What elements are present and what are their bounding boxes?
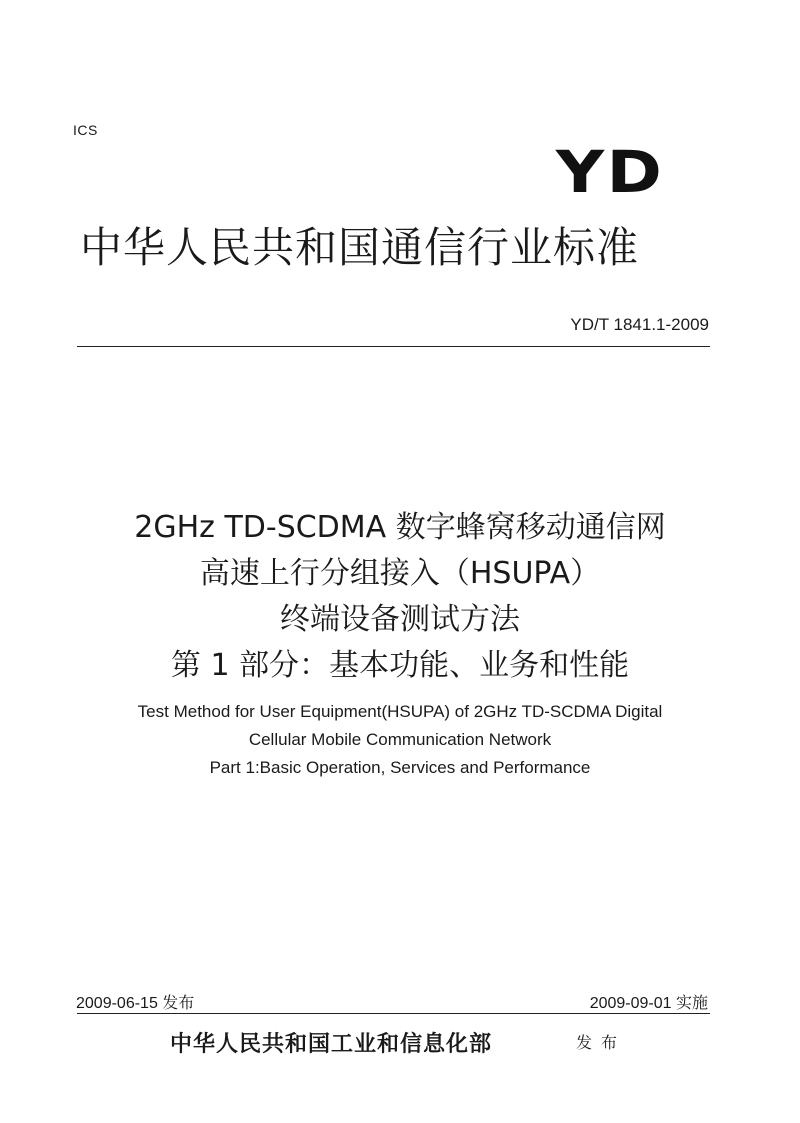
bottom-divider (77, 1013, 710, 1014)
issuing-authority: 中华人民共和国工业和信息化部 (170, 1031, 493, 1057)
title-zh-line-4: 第 1 部分：基本功能、业务和性能 (170, 648, 630, 683)
release-date: 2009-06-15 发布 (76, 995, 195, 1012)
title-zh-line-1: 2GHz TD-SCDMA 数字蜂窝移动通信网 (134, 510, 666, 545)
document-title-block (0, 505, 800, 782)
title-en-line-2: Cellular Mobile Communication Network (248, 730, 552, 749)
title-en-line-3: Part 1:Basic Operation, Services and Performance (209, 758, 591, 777)
ics-label: ICS (73, 122, 98, 138)
title-zh-line-2: 高速上行分组接入（HSUPA） (199, 556, 601, 591)
top-divider (77, 346, 710, 347)
title-en-line-1: Test Method for User Equipment(HSUPA) of 2GHz TD-SCDMA Digital (137, 702, 663, 721)
standard-number: YD/T 1841.1-2009 (570, 315, 709, 334)
implementation-date: 2009-09-01 实施 (589, 995, 708, 1012)
yd-logo: YD (555, 138, 664, 206)
standard-category-title: 中华人民共和国通信行业标准 (80, 223, 640, 272)
title-zh-line-3: 终端设备测试方法 (280, 602, 520, 637)
issue-verb: 发布 (576, 1033, 627, 1052)
